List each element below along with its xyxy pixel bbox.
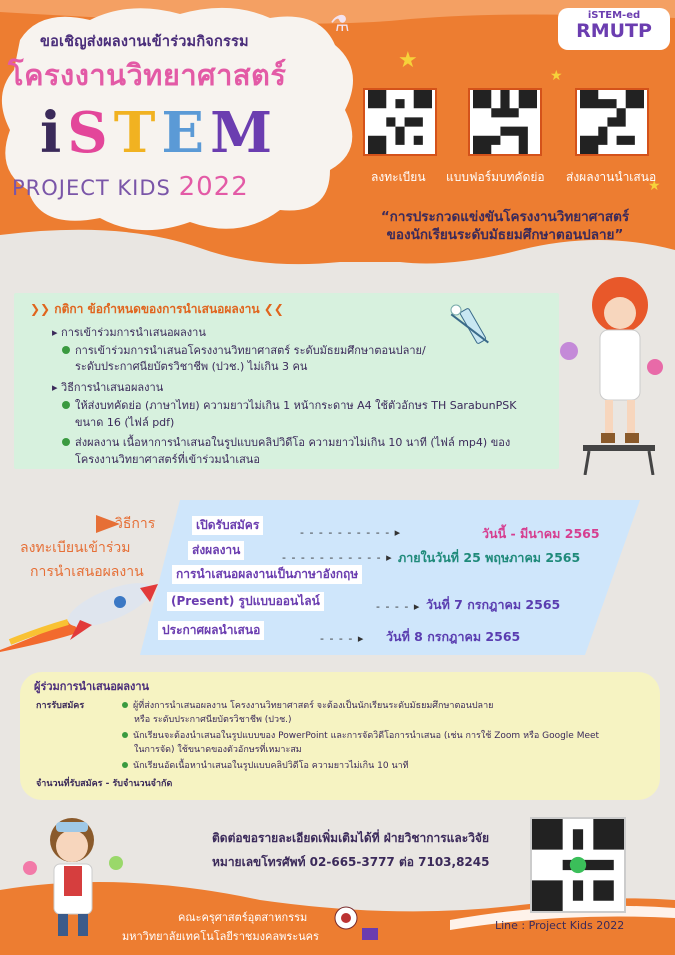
logo-top-text: iSTEM-ed: [587, 10, 641, 21]
qr-code-abstract-form[interactable]: [468, 88, 542, 156]
flask-icon: ⚗: [330, 12, 350, 37]
syringe-icon: [448, 300, 504, 356]
qr-label: ส่งผลงานนำเสนอ: [566, 170, 657, 184]
contest-quote: [345, 208, 665, 244]
rules-item: [62, 396, 516, 414]
stem-letter: E: [161, 100, 211, 166]
howto-line: ลงทะเบียนเข้าร่วม: [20, 540, 131, 556]
rules-item-text: ให้ส่งบทคัดย่อ (ภาษาไทย) ความยาวไม่เกิน 1 หน้ากระดาษ A4 ใช้ตัวอักษร TH SarabunPSK: [75, 399, 517, 412]
rules-section1-title-text: การเข้าร่วมการนำเสนอผลงาน: [61, 326, 206, 339]
rules-item: โครงงานวิทยาศาสตร์ที่เข้าร่วมนำเสนอ: [75, 453, 260, 466]
bullet-icon: [122, 762, 128, 768]
scientist-boy-illustration: [20, 808, 130, 948]
rules-item-text: ส่งผลงาน เนื้อหาการนำเสนอในรูปแบบคลิปวิดีโอ ความยาวไม่เกิน 10 นาที (ไฟล์ mp4) ของ: [75, 436, 511, 449]
qr-code-icon: [577, 90, 647, 154]
participant-item: [122, 700, 493, 712]
timeline-arrow: - - - - ▸: [320, 632, 365, 645]
line-id: Line : Project Kids 2022: [495, 919, 625, 932]
participant-item-text: นักเรียนอัดเนื้อหานำเสนอในรูปแบบคลิปวิดีโอ ความยาวไม่เกิน 10 นาที: [133, 761, 409, 771]
step-announcement: ประกาศผลนำเสนอ: [158, 621, 264, 640]
qr-code-icon: [365, 90, 435, 154]
step-online-present: (Present) รูปแบบออนไลน์: [167, 592, 324, 611]
participant-item: [122, 760, 409, 772]
stem-letter: M: [210, 100, 279, 166]
bullet-icon: [122, 732, 128, 738]
date-submission: ภายในวันที่ 25 พฤษภาคม 2565: [398, 550, 581, 565]
bullet-icon: [62, 438, 70, 446]
date-presentation: วันที่ 7 กรกฎาคม 2565: [426, 597, 561, 612]
participant-item: ในการจัด) ใช้ขนาดของตัวอักษรที่เหมาะสม: [134, 745, 302, 755]
qr-label: แบบฟอร์มบทคัดย่อ: [446, 170, 545, 184]
star-icon: ★: [398, 48, 418, 73]
registration-howto: [20, 512, 155, 584]
howto-line: การนำเสนอผลงาน: [30, 564, 144, 580]
stem-letter: T: [113, 100, 162, 166]
rmutp-logo-icon: [362, 928, 378, 940]
project-title: โครงงานวิทยาศาสตร์: [8, 58, 287, 92]
rules-item: ระดับประกาศนียบัตรวิชาชีพ (ปวช.) ไม่เกิน 3 คน: [75, 360, 308, 373]
star-icon: ★: [550, 68, 563, 84]
qr-code-register[interactable]: [363, 88, 437, 156]
rules-heading-text: กติกา ข้อกำหนดของการนำเสนอผลงาน: [54, 302, 260, 316]
rules-item: ขนาด 16 (ไฟล์ pdf): [75, 416, 175, 429]
date-registration: วันนี้ - มีนาคม 2565: [482, 526, 600, 541]
project-kids-title: [12, 172, 249, 202]
faculty-credit: [122, 908, 319, 946]
rules-heading: ❯❯ กติกา ข้อกำหนดของการนำเสนอผลงาน ❮❮: [30, 302, 284, 316]
qr-code-line[interactable]: [530, 817, 626, 913]
participant-item-text: นักเรียนจะต้องนำเสนอในรูปแบบของ PowerPoint และการจัดวิดีโอการนำเสนอ (เช่น การใช้ Zoom หรือ Google Meet: [133, 731, 600, 741]
stem-letter: S: [67, 100, 114, 166]
scientist-girl-illustration: [555, 275, 670, 475]
timeline-arrow: - - - - - - - - - - ▸: [300, 526, 402, 539]
step-open-registration: เปิดรับสมัคร: [192, 516, 263, 535]
contact-info: [212, 826, 489, 874]
rules-section2-title-text: วิธีการนำเสนอผลงาน: [61, 381, 164, 394]
qr-code-icon: [532, 819, 624, 911]
participants-heading: ผู้ร่วมการนำเสนอผลงาน: [34, 680, 150, 693]
contact-line: ติดต่อขอรายละเอียดเพิ่มเติมได้ที่ ฝ่ายวิชาการและวิจัย: [212, 831, 489, 845]
rules-section1-title: ▸ การเข้าร่วมการนำเสนอผลงาน: [52, 326, 206, 339]
bullet-icon: [62, 346, 70, 354]
faculty-name: คณะครุศาสตร์อุตสาหกรรม: [178, 911, 308, 924]
date-announcement: วันที่ 8 กรกฎาคม 2565: [386, 629, 521, 644]
istem-rmutp-logo: [558, 8, 670, 50]
logo-bottom-text: RMUTP: [576, 20, 652, 42]
istem-wordmark: [40, 100, 278, 166]
project-kids-text: PROJECT KIDS: [12, 176, 171, 200]
participant-item: [122, 730, 599, 742]
invite-text: ขอเชิญส่งผลงานเข้าร่วมกิจกรรม: [40, 34, 249, 50]
star-icon: ★: [648, 178, 661, 194]
step-submit-work: ส่งผลงาน: [188, 541, 244, 560]
rocket-illustration: [0, 580, 160, 655]
qr-label: ลงทะเบียน: [371, 170, 426, 184]
apply-label: การรับสมัคร: [36, 701, 85, 711]
bullet-icon: [122, 702, 128, 708]
qr-code-submit-work[interactable]: [575, 88, 649, 156]
contact-phone: หมายเลขโทรศัพท์ 02-665-3777 ต่อ 7103,8245: [212, 855, 490, 869]
timeline-arrow: - - - - - - - - - - - ▸: [282, 551, 393, 564]
bullet-icon: [62, 401, 70, 409]
step-english-presentation: การนำเสนอผลงานเป็นภาษาอังกฤษ: [172, 565, 362, 584]
participant-item-text: ผู้ที่ส่งการนำเสนอผลงาน โครงงานวิทยาศาสตร์ จะต้องเป็นนักเรียนระดับมัธยมศึกษาตอนปลาย: [133, 701, 494, 711]
quote-line: “การประกวดแข่งขันโครงงานวิทยาศาสตร์: [380, 209, 630, 225]
qr-code-icon: [470, 90, 540, 154]
stem-letter: i: [40, 100, 68, 166]
year-text: 2022: [178, 172, 249, 202]
quote-line: ของนักเรียนระดับมัธยมศึกษาตอนปลาย”: [386, 227, 624, 243]
rules-item-text: การเข้าร่วมการนำเสนอโครงงานวิทยาศาสตร์ ระดับมัธยมศึกษาตอนปลาย/: [75, 344, 426, 357]
howto-line: วิธีการ: [115, 516, 156, 532]
participant-count: จำนวนที่รับสมัคร - รับจำนวนจำกัด: [36, 779, 173, 789]
rules-section2-title: ▸ วิธีการนำเสนอผลงาน: [52, 381, 164, 394]
university-seal-icon: [334, 906, 358, 930]
rules-item: [62, 433, 510, 451]
timeline-arrow: - - - - ▸: [376, 600, 421, 613]
participant-item: หรือ ระดับประกาศนียบัตรวิชาชีพ (ปวช.): [134, 715, 292, 725]
university-name: มหาวิทยาลัยเทคโนโลยีราชมงคลพระนคร: [122, 930, 319, 943]
